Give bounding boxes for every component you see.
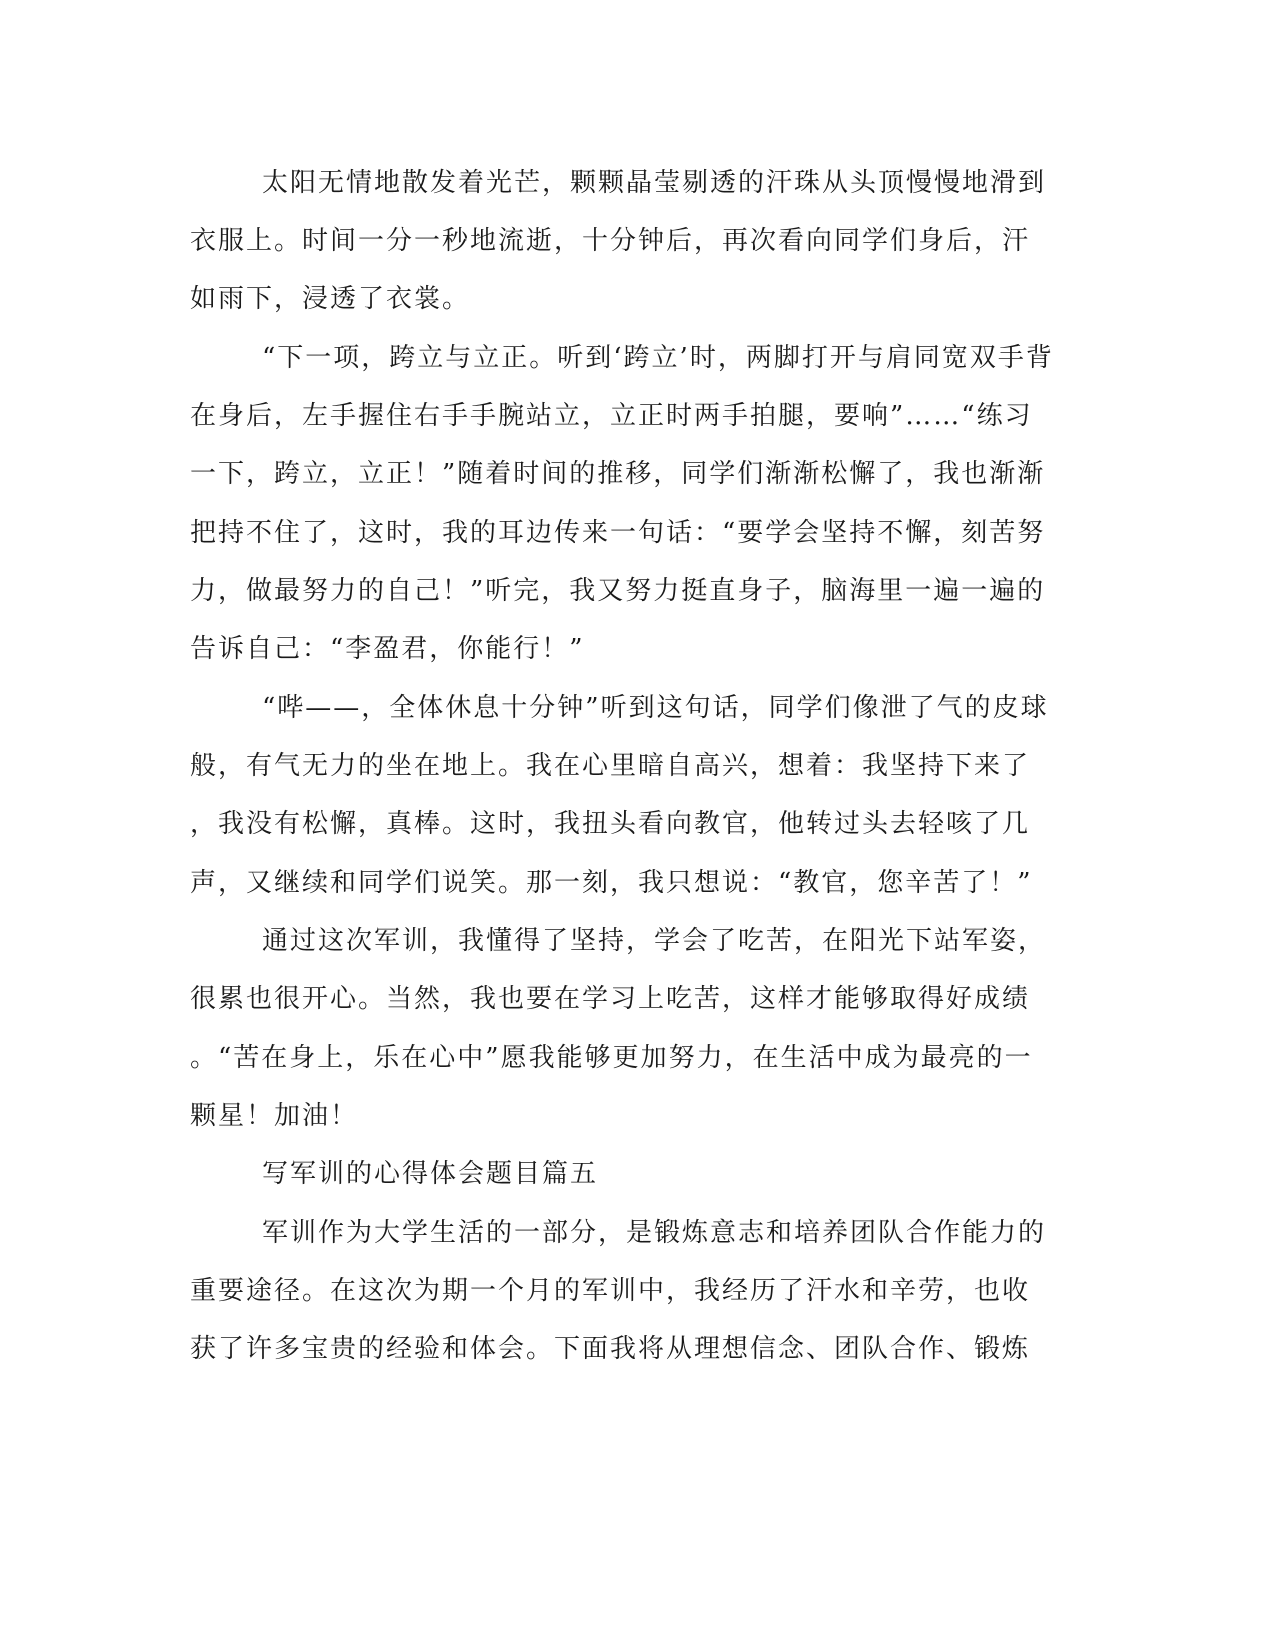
text-line: 。“苦在身上，乐在心中”愿我能够更加努力，在生活中成为最亮的一 <box>190 1043 1033 1073</box>
text-line: 重要途径。在这次为期一个月的军训中，我经历了汗水和辛劳，也收 <box>190 1276 1031 1306</box>
text-line: 颗星！加油！ <box>190 1101 359 1131</box>
text-line: 声，又继续和同学们说笑。那一刻，我只想说：“教官，您辛苦了！” <box>190 868 1033 898</box>
text-line: 军训作为大学生活的一部分，是锻炼意志和培养团队合作能力的 <box>262 1218 1047 1248</box>
text-line: “下一项，跨立与立正。听到‘跨立’时，两脚打开与肩同宽双手背 <box>262 343 1054 373</box>
text-line: 如雨下，浸透了衣裳。 <box>190 284 471 314</box>
text-line: 通过这次军训，我懂得了坚持，学会了吃苦，在阳光下站军姿， <box>262 926 1047 956</box>
text-line: 衣服上。时间一分一秒地流逝，十分钟后，再次看向同学们身后，汗 <box>190 226 1031 256</box>
text-line: 告诉自己：“李盈君，你能行！” <box>190 634 585 664</box>
text-line: “哔——，全体休息十分钟”听到这句话，同学们像泄了气的皮球 <box>262 693 1049 723</box>
text-line: 在身后，左手握住右手手腕站立，立正时两手拍腿，要响”……“练习 <box>190 401 1033 431</box>
text-line: 很累也很开心。当然，我也要在学习上吃苦，这样才能够取得好成绩 <box>190 984 1031 1014</box>
text-line: 把持不住了，这时，我的耳边传来一句话：“要学会坚持不懈，刻苦努 <box>190 518 1046 548</box>
text-line: 获了许多宝贵的经验和体会。下面我将从理想信念、团队合作、锻炼 <box>190 1334 1031 1364</box>
text-line: 太阳无情地散发着光芒，颗颗晶莹剔透的汗珠从头顶慢慢地滑到 <box>262 168 1047 198</box>
text-line: 力，做最努力的自己！”听完，我又努力挺直身子，脑海里一遍一遍的 <box>190 576 1046 606</box>
text-line: 般，有气无力的坐在地上。我在心里暗自高兴，想着：我坚持下来了 <box>190 751 1031 781</box>
text-line: 一下，跨立，立正！”随着时间的推移，同学们渐渐松懈了，我也渐渐 <box>190 459 1046 489</box>
section-heading: 写军训的心得体会题目篇五 <box>262 1159 599 1189</box>
text-line: ，我没有松懈，真棒。这时，我扭头看向教官，他转过头去轻咳了几 <box>190 809 1031 839</box>
